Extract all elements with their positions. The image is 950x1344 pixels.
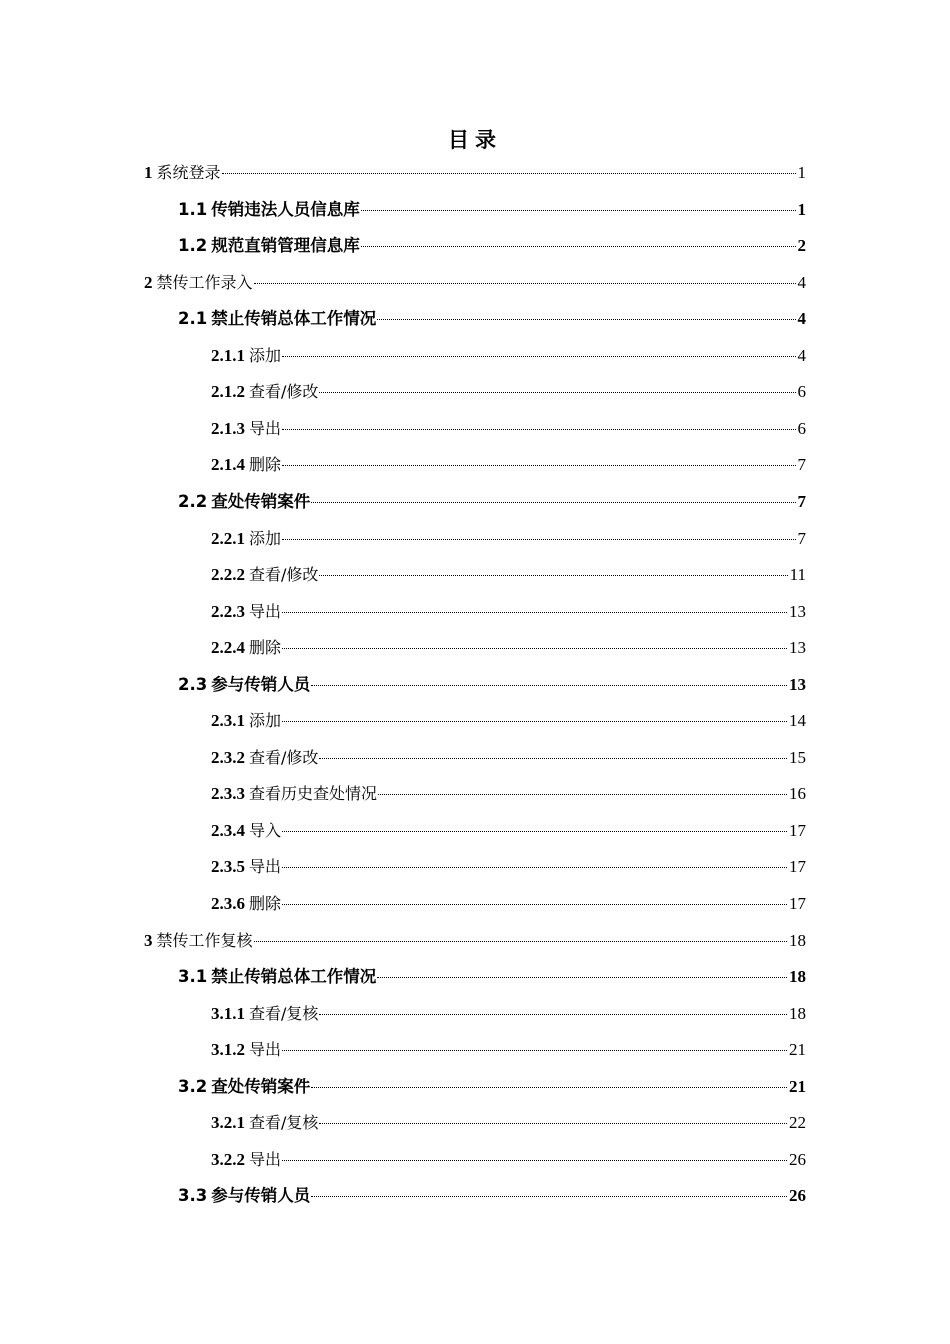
toc-entry-title: 系统登录	[156, 163, 221, 182]
toc-entry-page: 13	[789, 601, 806, 621]
toc-entry-number: 2.3.5	[211, 857, 245, 877]
toc-entry[interactable]	[178, 197, 806, 223]
toc-entry[interactable]	[178, 1183, 806, 1209]
toc-entry[interactable]	[178, 306, 806, 332]
toc-entry-title: 导出	[249, 1149, 282, 1169]
toc-dot-leader	[282, 1160, 787, 1161]
toc-dot-leader	[319, 575, 787, 576]
toc-entry-number: 3.1.2	[211, 1040, 245, 1060]
toc-entry-title: 参与传销人员	[211, 1186, 311, 1206]
toc-entry-title: 添加	[249, 345, 282, 365]
toc-entry-number: 1.1	[178, 199, 208, 219]
toc-entry-title: 删除	[249, 894, 282, 913]
toc-entry-page: 14	[789, 711, 806, 731]
toc-entry-page: 17	[789, 857, 806, 877]
toc-dot-leader	[254, 941, 787, 942]
toc-entry[interactable]	[211, 526, 806, 552]
toc-entry-number: 2.2.2	[211, 565, 245, 585]
toc-entry-number: 3.3	[178, 1186, 208, 1206]
toc-entry-page: 4	[797, 272, 806, 292]
toc-dot-leader	[282, 356, 795, 357]
toc-entry-page: 11	[789, 565, 806, 585]
toc-entry-title: 导出	[249, 418, 282, 438]
toc-entry-number: 2.1.2	[211, 382, 245, 402]
toc-entry-title: 参与传销人员	[211, 674, 311, 694]
toc-entry-number: 2	[144, 272, 153, 292]
toc-dot-leader	[361, 210, 796, 211]
toc-entry-title: 导出	[249, 857, 282, 877]
toc-entry-title: 禁传工作录入	[156, 272, 253, 292]
toc-dot-leader	[282, 867, 787, 868]
toc-entry[interactable]	[211, 854, 806, 880]
toc-dot-leader	[378, 794, 787, 795]
toc-entry-page: 18	[789, 930, 806, 950]
toc-entry[interactable]	[178, 233, 806, 259]
toc-entry[interactable]	[144, 928, 806, 954]
toc-entry-title: 传销违法人员信息库	[211, 199, 360, 219]
toc-entry-title: 导入	[249, 820, 282, 840]
toc-entry[interactable]	[211, 416, 806, 442]
toc-entry[interactable]	[211, 1147, 806, 1173]
toc-entry-number: 2.1.1	[211, 345, 245, 365]
toc-dot-leader	[377, 319, 795, 320]
toc-entry-page: 18	[789, 1003, 806, 1023]
toc-entry-number: 2.1.3	[211, 418, 245, 438]
toc-dot-leader	[319, 758, 787, 759]
toc-entry-page: 13	[789, 674, 806, 694]
toc-entry-number: 2.3.6	[211, 894, 245, 913]
toc-entry-title: 查处传销案件	[211, 1076, 311, 1096]
toc-dot-leader	[319, 1123, 787, 1124]
toc-entry-page: 2	[797, 236, 806, 256]
toc-entry-page: 17	[789, 820, 806, 840]
toc-dot-leader	[377, 977, 787, 978]
toc-entry-number: 3.1	[178, 967, 208, 987]
toc-entry[interactable]	[211, 818, 806, 844]
toc-entry-page: 1	[797, 163, 806, 182]
toc-entry-number: 2.2	[178, 491, 208, 511]
toc-dot-leader	[282, 539, 795, 540]
toc-entry-number: 1.2	[178, 236, 208, 256]
toc-entry[interactable]	[211, 635, 806, 661]
toc-dot-leader	[282, 1050, 787, 1051]
toc-dot-leader	[254, 283, 796, 284]
toc-entry-title: 删除	[249, 638, 282, 658]
toc-entry-title: 查看/修改	[249, 747, 319, 767]
toc-entry-title: 导出	[249, 601, 282, 621]
toc-entry[interactable]	[211, 343, 806, 369]
toc-entry[interactable]	[211, 708, 806, 734]
toc-entry-page: 4	[797, 309, 806, 329]
toc-title: 目录	[448, 128, 502, 152]
toc-entry-number: 2.2.3	[211, 601, 245, 621]
toc-entry[interactable]	[178, 489, 806, 515]
toc-entry[interactable]	[211, 452, 806, 478]
toc-entry-number: 2.3.4	[211, 820, 245, 840]
toc-entry-title: 查看/复核	[249, 1113, 319, 1133]
toc-entry-page: 16	[789, 784, 806, 804]
toc-dot-leader	[311, 685, 787, 686]
toc-entry-page: 26	[789, 1149, 806, 1169]
toc-dot-leader	[319, 1014, 787, 1015]
toc-entry-number: 3	[144, 930, 153, 950]
toc-entry-title: 查看/修改	[249, 565, 319, 585]
toc-entry-page: 6	[797, 382, 806, 402]
toc-entry-number: 2.1.4	[211, 455, 245, 475]
toc-entry-number: 2.1	[178, 309, 208, 329]
toc-entry-page: 7	[797, 528, 806, 548]
toc-entry-page: 17	[789, 894, 806, 913]
toc-entry[interactable]	[211, 781, 806, 807]
toc-dot-leader	[311, 1087, 787, 1088]
toc-entry[interactable]	[211, 1037, 806, 1063]
toc-dot-leader	[282, 831, 787, 832]
toc-dot-leader	[319, 392, 795, 393]
toc-entry[interactable]	[178, 672, 806, 698]
toc-entry-number: 2.3	[178, 674, 208, 694]
toc-dot-leader	[282, 612, 787, 613]
toc-entry[interactable]	[178, 964, 806, 990]
toc-entry-page: 7	[797, 455, 806, 475]
toc-entry[interactable]	[211, 599, 806, 625]
toc-entry[interactable]	[211, 1110, 806, 1136]
toc-entry-page: 4	[797, 345, 806, 365]
toc-entry-page: 7	[797, 491, 806, 511]
toc-entry-number: 2.3.3	[211, 784, 245, 804]
toc-entry-number: 2.2.4	[211, 638, 245, 658]
toc-entry-title: 查看/复核	[249, 1003, 319, 1023]
toc-entry-title: 添加	[249, 528, 282, 548]
toc-entry[interactable]	[211, 891, 806, 917]
toc-dot-leader	[282, 721, 787, 722]
toc-entry[interactable]	[211, 379, 806, 405]
toc-entry-number: 1	[144, 163, 153, 182]
toc-entry-number: 3.2	[178, 1076, 208, 1096]
toc-entry-title: 禁传工作复核	[156, 930, 253, 950]
toc-dot-leader	[282, 429, 795, 430]
toc-entry-page: 26	[789, 1186, 806, 1206]
toc-entry-title: 禁止传销总体工作情况	[211, 309, 377, 329]
toc-entry[interactable]	[178, 1074, 806, 1100]
toc-entry-title: 删除	[249, 455, 282, 475]
toc-entry-title: 查看历史查处情况	[249, 784, 378, 804]
toc-entry-page: 6	[797, 418, 806, 438]
toc-entry-title: 禁止传销总体工作情况	[211, 967, 377, 987]
toc-entry-title: 查处传销案件	[211, 491, 311, 511]
toc-entry[interactable]	[144, 270, 806, 296]
toc-entry-title: 添加	[249, 711, 282, 731]
toc-entry-title: 规范直销管理信息库	[211, 236, 360, 256]
toc-entry-page: 21	[789, 1076, 806, 1096]
toc-entry[interactable]	[144, 160, 806, 186]
toc-dot-leader	[311, 502, 795, 503]
toc-dot-leader	[361, 246, 796, 247]
toc-entry-page: 18	[789, 967, 806, 987]
toc-entry-page: 22	[789, 1113, 806, 1133]
toc-entry-number: 3.2.1	[211, 1113, 245, 1133]
toc-dot-leader	[222, 173, 796, 174]
toc-entry-number: 3.1.1	[211, 1003, 245, 1023]
toc-entry-number: 2.3.1	[211, 711, 245, 731]
toc-entry-number: 3.2.2	[211, 1149, 245, 1169]
toc-entry-number: 2.3.2	[211, 747, 245, 767]
toc-entry-page: 21	[789, 1040, 806, 1060]
toc-entry-title: 导出	[249, 1040, 282, 1060]
toc-dot-leader	[282, 648, 787, 649]
toc-entry-number: 2.2.1	[211, 528, 245, 548]
toc-entry-page: 1	[797, 199, 806, 219]
toc-entry[interactable]	[211, 745, 806, 771]
toc-entry[interactable]	[211, 562, 806, 588]
toc-dot-leader	[311, 1196, 787, 1197]
toc-entry-page: 13	[789, 638, 806, 658]
toc-entry-page: 15	[789, 747, 806, 767]
toc-entry-title: 查看/修改	[249, 382, 319, 402]
toc-entry[interactable]	[211, 1001, 806, 1027]
toc-dot-leader	[282, 904, 787, 905]
toc-dot-leader	[282, 465, 795, 466]
